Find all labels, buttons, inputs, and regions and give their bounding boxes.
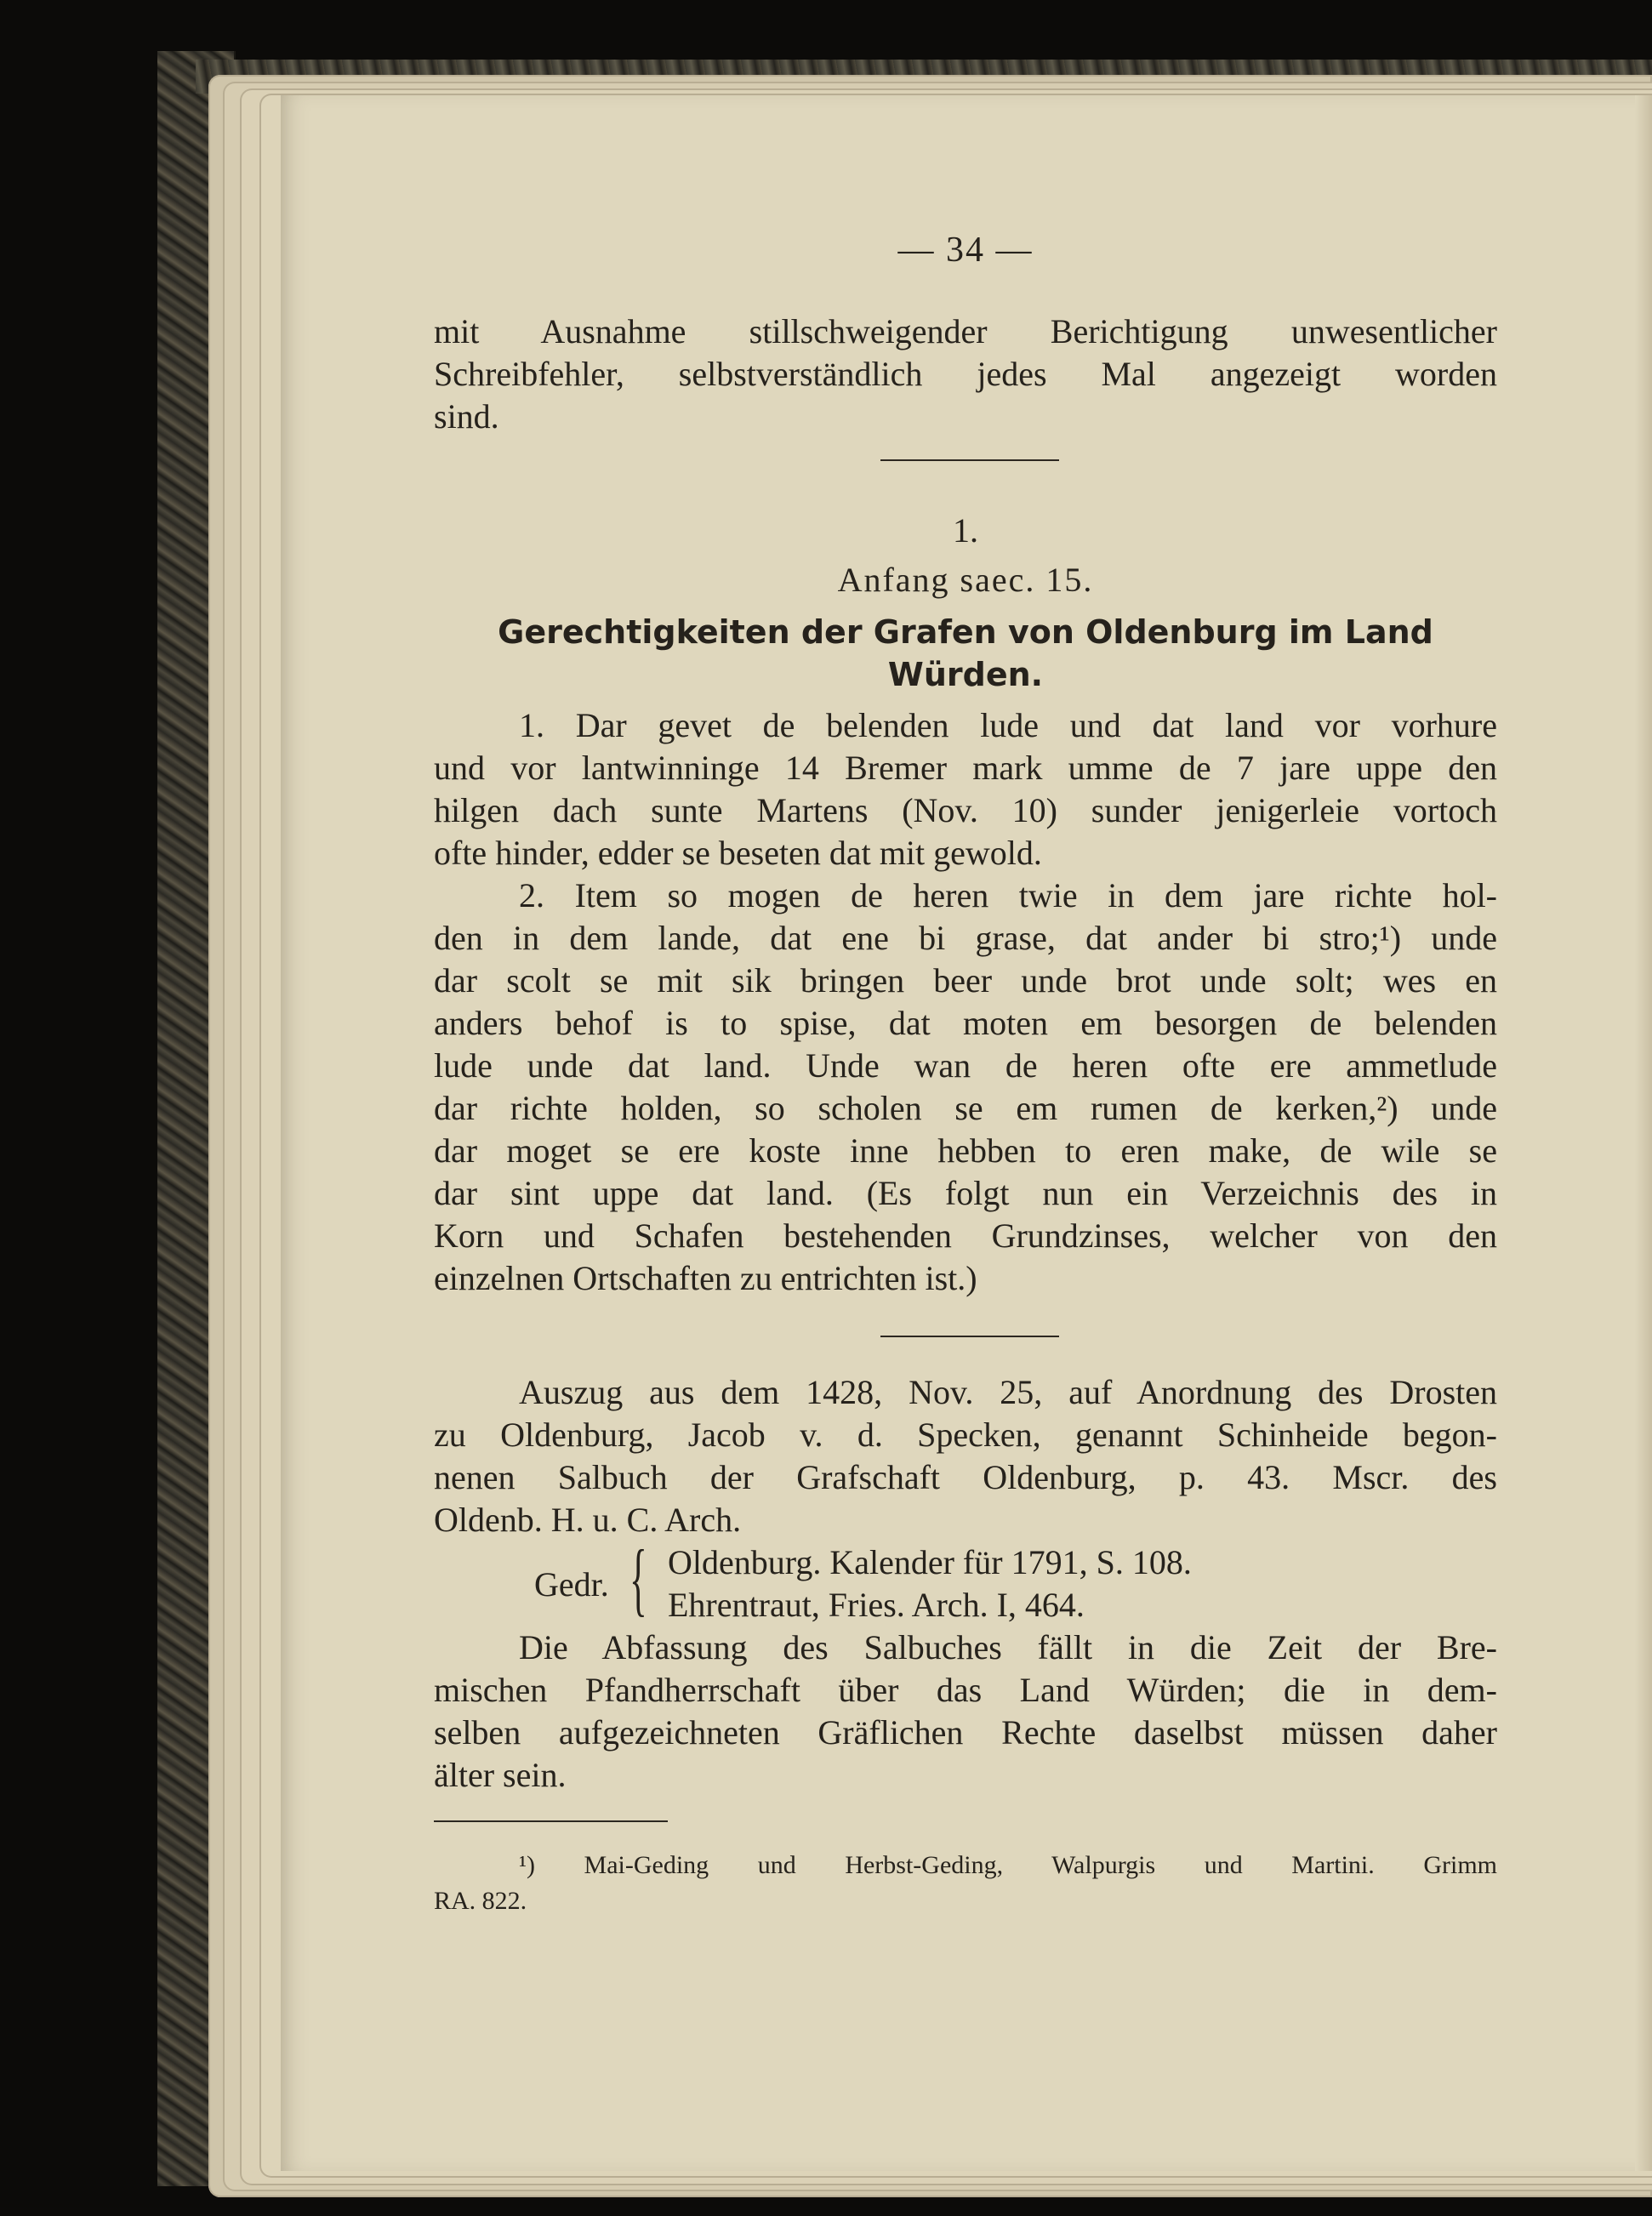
text-line: dar scolt se mit sik bringen beer unde brot unde solt; wes en [434,961,1497,1000]
page-gutter [1635,95,1652,2171]
printed-entry: Ehrentraut, Fries. Arch. I, 464. [668,1586,1085,1624]
brace-glyph: { [629,1533,647,1624]
section-date: Anfang saec. 15. [837,561,1094,599]
text-line: Oldenb. H. u. C. Arch. [434,1501,742,1539]
text-line: mit Ausnahme stillschweigender Berichtigung unwesentlicher [434,312,1497,350]
text-line: dar richte holden, so scholen se em rumen de kerken,²) unde [434,1089,1497,1127]
text-line: 2. Item so mogen de heren twie in dem jare richte hol- [519,876,1497,914]
printed-entry: Oldenburg. Kalender für 1791, S. 108. [668,1543,1192,1581]
text-line: 1. Dar gevet de belenden lude und dat land vor vorhure [519,706,1497,744]
text-line: Schreibfehler, selbstverständlich jedes Mal angezeigt worden [434,355,1497,393]
section-divider [880,1336,1059,1337]
text-line: anders behof is to spise, dat moten em besorgen de belenden [434,1004,1497,1042]
text-line: den in dem lande, dat ene bi grase, dat ander bi stro;¹) unde [434,919,1497,957]
section-title: Gerechtigkeiten der Grafen von Oldenburg im Land [498,613,1433,651]
page-number: — 34 — [897,231,1034,270]
section-divider [880,459,1059,461]
text-line: einzelnen Ortschaften zu entrichten ist.) [434,1259,977,1297]
text-line: nenen Salbuch der Grafschaft Oldenburg, p. 43. Mscr. des [434,1458,1497,1496]
text-line: lude unde dat land. Unde wan de heren ofte ere ammetlude [434,1046,1497,1085]
text-line: zu Oldenburg, Jacob v. d. Specken, genannt Schinheide begon- [434,1416,1497,1454]
footnote-line: RA. 822. [434,1887,527,1915]
text-line: sind. [434,397,499,436]
text-line: selben aufgezeichneten Gräflichen Rechte daselbst müssen daher [434,1713,1497,1752]
section-title: Würden. [887,656,1044,693]
text-line: hilgen dach sunte Martens (Nov. 10) sunder jenigerleie vortoch [434,791,1497,829]
section-number: 1. [953,511,978,550]
footnote-line: ¹) Mai-Geding und Herbst-Geding, Walpurgis und Martini. Grimm [519,1851,1497,1879]
text-line: mischen Pfandherrschaft über das Land Würden; die in dem- [434,1671,1497,1709]
text-line: Korn und Schafen bestehenden Grundzinses, welcher von den [434,1216,1497,1255]
text-line: älter sein. [434,1756,567,1794]
text-line: Die Abfassung des Salbuches fällt in die Zeit der Bre- [519,1628,1497,1666]
text-line: ofte hinder, edder se beseten dat mit gewold. [434,834,1042,872]
footnote-divider [434,1820,668,1822]
text-line: dar moget se ere koste inne hebben to eren make, de wile se [434,1131,1497,1170]
text-line: Auszug aus dem 1428, Nov. 25, auf Anordnung des Drosten [519,1373,1497,1411]
printed-label: Gedr. [534,1565,609,1604]
text-line: dar sint uppe dat land. (Es folgt nun ein Verzeichnis des in [434,1174,1497,1212]
text-line: und vor lantwinninge 14 Bremer mark umme de 7 jare uppe den [434,749,1497,787]
